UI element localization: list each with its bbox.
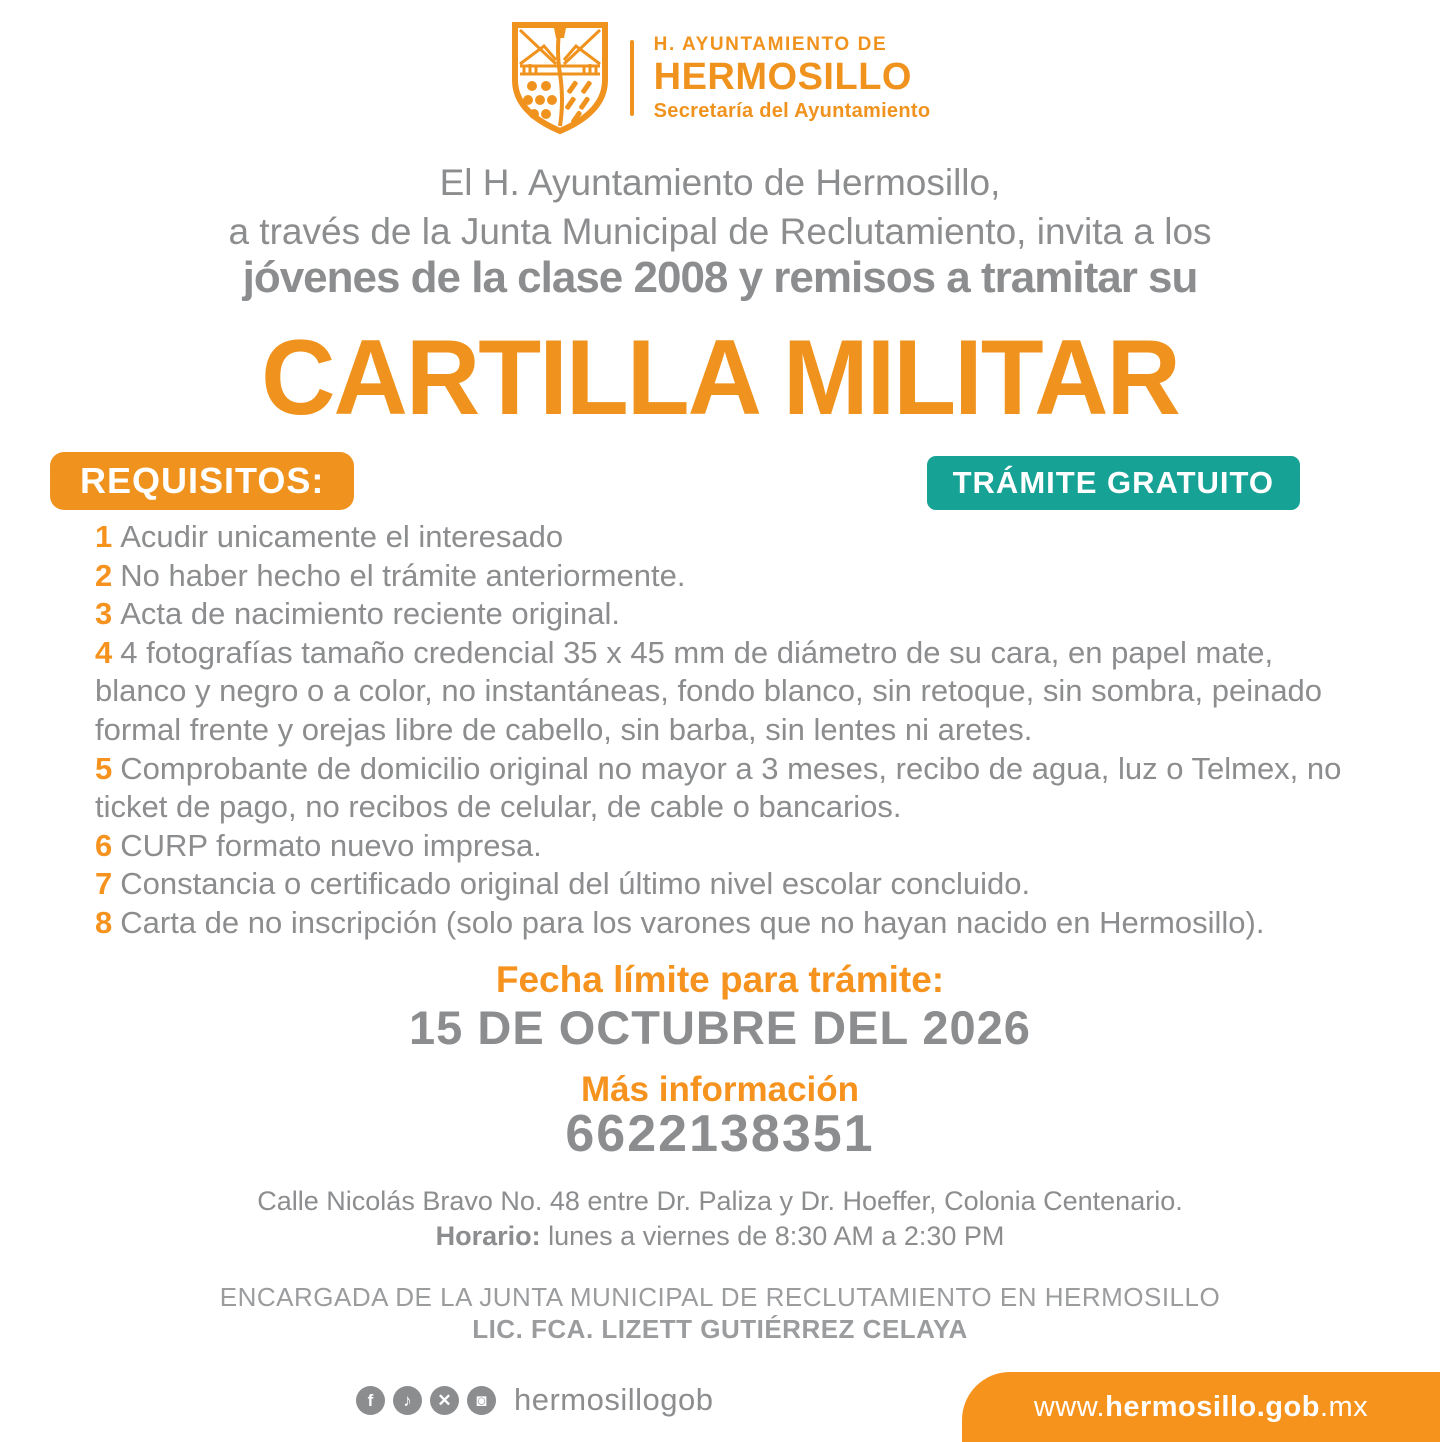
schedule-line (0, 1221, 1440, 1252)
address-line: Calle Nicolás Bravo No. 48 entre Dr. Paliza y Dr. Hoeffer, Colonia Centenario. (257, 1186, 1183, 1216)
org-name-small: H. AYUNTAMIENTO DE (653, 34, 888, 55)
intro-line-1: El H. Ayuntamiento de Hermosillo, (439, 162, 1001, 203)
more-info-label: Más información (580, 1070, 860, 1109)
schedule-label: Horario: (435, 1221, 541, 1251)
requirement-number: 4 (95, 634, 113, 670)
requirement-item (95, 904, 1353, 943)
requirements-list (95, 518, 1353, 943)
requirement-item (95, 634, 1353, 750)
signature-role: ENCARGADA DE LA JUNTA MUNICIPAL DE RECLUTAMIENTO EN HERMOSILLO (219, 1282, 1221, 1312)
org-name-big: HERMOSILLO (653, 56, 912, 98)
website-ribbon (962, 1372, 1440, 1442)
requirement-number: 3 (95, 596, 113, 632)
header-text (654, 35, 931, 121)
hermosillo-coat-of-arms-icon (510, 20, 610, 136)
requirement-number: 2 (95, 557, 113, 593)
requirement-item (95, 750, 1353, 827)
tramite-gratuito-badge: TRÁMITE GRATUITO (927, 456, 1300, 510)
org-subtitle: Secretaría del Ayuntamiento (653, 100, 931, 122)
requirement-text: CURP formato nuevo impresa. (120, 827, 542, 863)
requirement-item (95, 557, 1353, 596)
requirement-item (95, 518, 1353, 557)
requirement-text: Carta de no inscripción (solo para los varones que no hayan nacido en Hermosillo). (120, 904, 1265, 940)
intro-line-2: a través de la Junta Municipal de Reclutamiento, invita a los (228, 211, 1212, 252)
requirement-text: Acta de nacimiento reciente original. (120, 596, 620, 632)
requirement-number: 5 (95, 750, 113, 786)
requirement-item (95, 865, 1353, 904)
header-logo (0, 20, 1440, 136)
requirement-text: No haber hecho el trámite anteriormente. (120, 557, 686, 593)
requirement-text: Comprobante de domicilio original no mayor a 3 meses, recibo de agua, luz o Telmex, no ticket de pago, no recibos de celular, de cable o bancarios. (95, 750, 1342, 825)
facebook-icon: f (356, 1386, 385, 1415)
header-divider (630, 40, 634, 116)
website-domain: hermosillo.gob (1105, 1390, 1320, 1423)
requirement-number: 8 (95, 904, 113, 940)
deadline-date: 15 DE OCTUBRE DEL 2026 (409, 1001, 1031, 1054)
deadline-label: Fecha límite para trámite: (495, 959, 945, 1000)
requirement-item (95, 595, 1353, 634)
social-handle: hermosillogob (514, 1382, 714, 1417)
intro-line-3: jóvenes de la clase 2008 y remisos a tramitar su (242, 253, 1198, 302)
x-icon: ✕ (430, 1386, 459, 1415)
signature-name: LIC. FCA. LIZETT GUTIÉRREZ CELAYA (472, 1314, 968, 1344)
requisitos-badge: REQUISITOS: (50, 452, 354, 510)
website-suffix: .mx (1319, 1390, 1369, 1423)
schedule-value: lunes a viernes de 8:30 AM a 2:30 PM (548, 1221, 1005, 1251)
website-prefix: www. (1033, 1390, 1106, 1423)
instagram-icon: ◙ (467, 1386, 496, 1415)
requirement-number: 6 (95, 827, 113, 863)
phone-number: 6622138351 (565, 1105, 875, 1163)
requirement-item (95, 827, 1353, 866)
requirement-text: Constancia o certificado original del último nivel escolar concluido. (120, 866, 1031, 902)
requirement-number: 7 (95, 866, 113, 902)
requirement-number: 1 (95, 519, 113, 554)
tiktok-icon: ♪ (393, 1386, 422, 1415)
social-row (356, 1382, 714, 1418)
requirement-text: Acudir unicamente el interesado (120, 519, 564, 554)
requirement-text: 4 fotografías tamaño credencial 35 x 45 mm de diámetro de su cara, en papel mate, blanco y negro o a color, no instantáneas, fondo blanco, sin retoque, sin sombra, peinado formal frente y orejas libre de cabello, sin barba, sin lentes ni aretes. (95, 634, 1323, 747)
page-title: CARTILLA MILITAR (261, 317, 1179, 437)
